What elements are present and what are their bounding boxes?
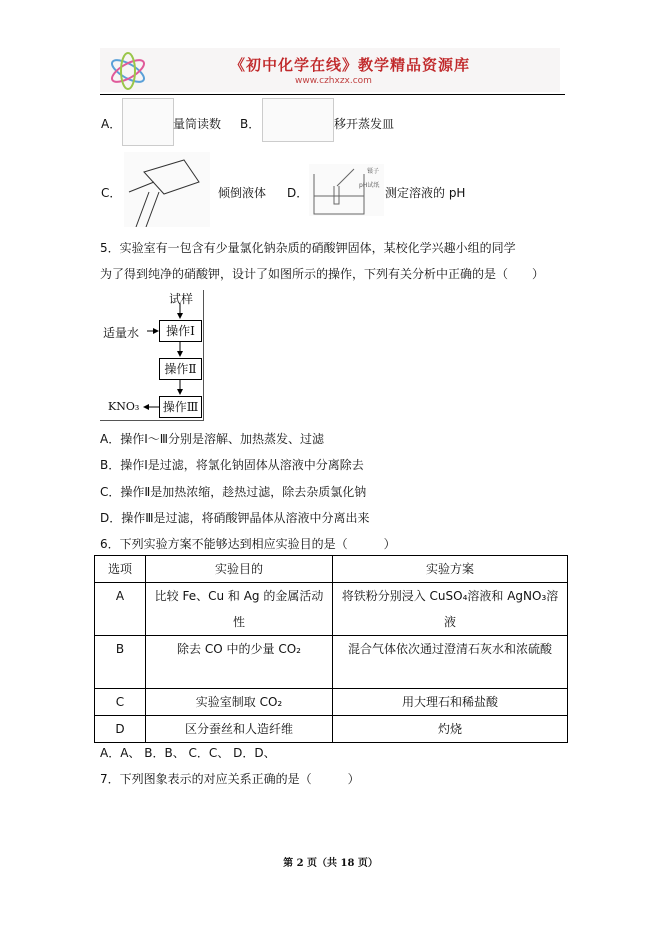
table-row xyxy=(95,636,568,689)
evaporating-dish-figure xyxy=(262,98,334,142)
question-5-line1: 5．实验室有一包含有少量氯化钠杂质的硝酸钾固体，某校化学兴趣小组的同学 xyxy=(100,241,516,255)
table-cell: 实验室制取 CO₂ xyxy=(146,689,333,716)
water-label: 适量水 xyxy=(103,326,140,340)
table-cell: A xyxy=(95,583,146,636)
table-header-row xyxy=(95,556,568,583)
page-footer: 第 2 页（共 18 页） xyxy=(283,858,378,869)
operation-1-box: 操作Ⅰ xyxy=(159,320,202,342)
q5-option-b: B．操作Ⅰ是过滤，将氯化钠固体从溶液中分离除去 xyxy=(100,458,364,472)
atom-logo-icon xyxy=(106,52,150,90)
operation-2-box: 操作Ⅱ xyxy=(159,358,202,380)
option-text: 倾倒液体 xyxy=(218,186,267,200)
header-cell: 实验目的 xyxy=(146,556,333,583)
table-cell: 灼烧 xyxy=(333,716,568,743)
q5-option-c: C．操作Ⅱ是加热浓缩，趁热过滤，除去杂质氯化钠 xyxy=(100,485,367,499)
table-row xyxy=(95,689,568,716)
q5-option-a: A．操作Ⅰ～Ⅲ分别是溶解、加热蒸发、过滤 xyxy=(100,432,325,446)
table-cell: 将铁粉分别浸入 CuSO₄溶液和 AgNO₃溶液 xyxy=(333,583,568,636)
ph-test-figure xyxy=(309,164,384,216)
operation-3-box: 操作Ⅲ xyxy=(159,396,202,418)
header-url: www.czhxzx.com xyxy=(295,76,372,86)
table-row xyxy=(95,716,568,743)
header-divider xyxy=(100,94,565,95)
question-5-line2: 为了得到纯净的硝酸钾，设计了如图所示的操作，下列有关分析中正确的是（ ） xyxy=(100,267,545,281)
question-6-stem: 6．下列实验方案不能够达到相应实验目的是（ ） xyxy=(100,537,396,551)
table-cell: B xyxy=(95,636,146,689)
product-label: KNO₃ xyxy=(108,400,140,413)
option-text: 测定溶液的 pH xyxy=(385,186,466,200)
question-7-stem: 7．下列图象表示的对应关系正确的是（ ） xyxy=(100,772,360,786)
option-letter: A． xyxy=(101,117,122,131)
option-letter: D． xyxy=(287,186,309,200)
header-banner xyxy=(100,48,560,92)
option-text: 量筒读数 xyxy=(173,117,222,131)
tweezers-label: 镊子 xyxy=(367,168,380,175)
table-cell: 用大理石和稀盐酸 xyxy=(333,689,568,716)
table-cell: C xyxy=(95,689,146,716)
table-cell: 比较 Fe、Cu 和 Ag 的金属活动性 xyxy=(146,583,333,636)
header-cell: 选项 xyxy=(95,556,146,583)
option-letter: B． xyxy=(240,117,261,131)
option-letter: C． xyxy=(101,186,122,200)
header-title: 《初中化学在线》教学精品资源库 xyxy=(230,56,471,74)
pouring-liquid-figure xyxy=(124,152,210,227)
table-cell: 区分蚕丝和人造纤维 xyxy=(146,716,333,743)
ph-paper-label: pH试纸 xyxy=(359,182,380,189)
sample-label: 试样 xyxy=(169,292,194,306)
option-text: 移开蒸发皿 xyxy=(334,117,395,131)
table-cell: 混合气体依次通过澄清石灰水和浓硫酸 xyxy=(333,636,568,689)
table-cell: 除去 CO 中的少量 CO₂ xyxy=(146,636,333,689)
graduated-cylinder-figure xyxy=(122,98,174,146)
header-cell: 实验方案 xyxy=(333,556,568,583)
table-cell: D xyxy=(95,716,146,743)
q5-option-d: D．操作Ⅲ是过滤，将硝酸钾晶体从溶液中分离出来 xyxy=(100,511,370,525)
q6-answer-options: A．A、 B．B、 C．C、 D．D、 xyxy=(100,746,276,760)
table-row xyxy=(95,583,568,636)
q6-table xyxy=(94,555,568,743)
